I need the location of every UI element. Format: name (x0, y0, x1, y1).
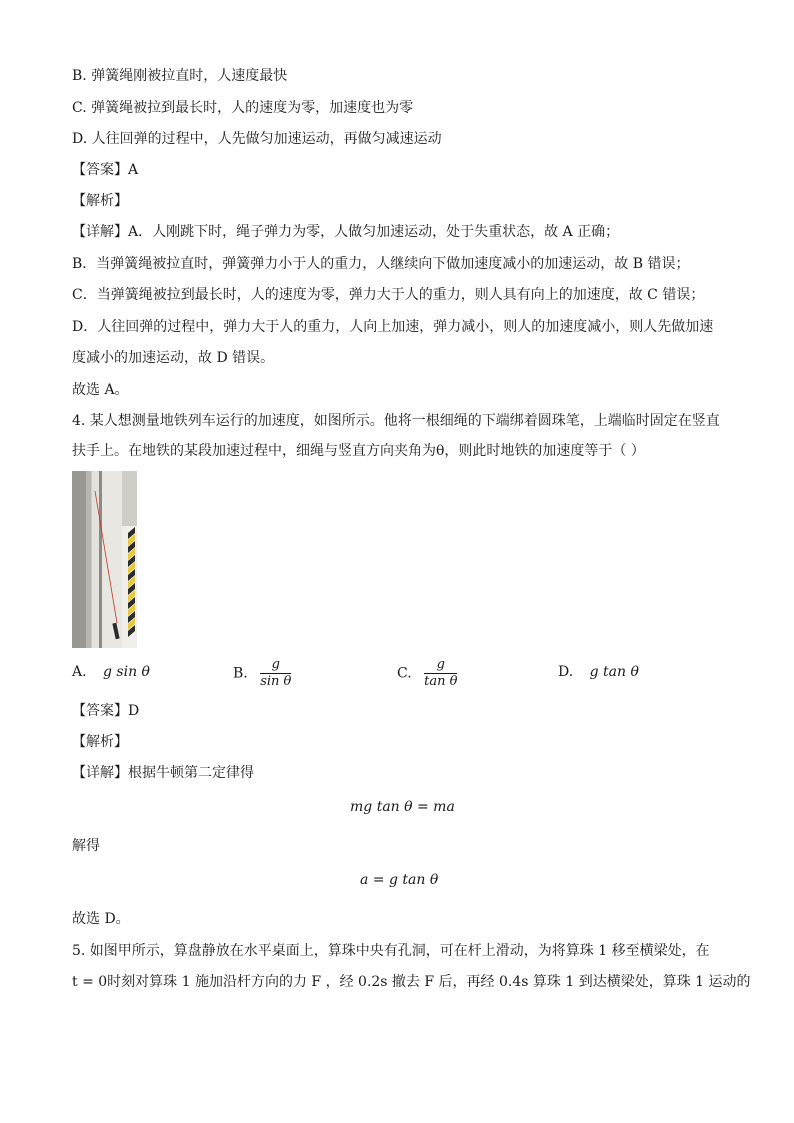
conclusion-1: 故选 A。 (72, 382, 129, 398)
option-b-fraction (260, 657, 291, 690)
option-a-expression: g sin θ (103, 664, 150, 680)
question-5-line-2: t = 0时刻对算珠 1 施加沿杆方向的力 F ，经 0.2s 撤去 F 后，再经 0.4s 算珠 1 到达横梁处，算珠 1 运动的 (72, 974, 751, 990)
detail-line-3: C．当弹簧绳被拉到最长时，人的速度为零，弹力大于人的重力，则人具有向上的加速度，故 C 错误； (72, 287, 705, 303)
option-d-expression: g tan θ (589, 664, 639, 680)
line-option-c: C. 弹簧绳被拉到最长时，人的速度为零，加速度也为零 (72, 100, 414, 116)
option-b-denominator: sin θ (260, 674, 292, 689)
option-b-label: B. (233, 665, 248, 682)
line-option-b: B. 弹簧绳刚被拉直时，人速度最快 (72, 68, 288, 84)
option-b (233, 657, 291, 690)
solve-label: 解得 (72, 838, 100, 854)
option-c-fraction (424, 657, 457, 690)
option-c-label: C. (397, 665, 412, 682)
question-4-line-1: 4. 某人想测量地铁列车运行的加速度，如图所示。他将一根细绳的下端绑着圆珠笔，上端临时固定在竖直 (72, 413, 720, 429)
conclusion-2: 故选 D。 (72, 911, 130, 927)
detail-line-1: 【详解】A．人刚跳下时，绳子弹力为零，人做匀加速运动，处于失重状态，故 A 正确； (72, 224, 620, 240)
analysis-tag-1: 【解析】 (72, 193, 128, 209)
detail-line-5: 度减小的加速运动，故 D 错误。 (72, 350, 275, 366)
answer-line-2 (72, 701, 139, 721)
analysis-tag-2: 【解析】 (72, 734, 128, 750)
question-5-line-1: 5. 如图甲所示，算盘静放在水平桌面上，算珠中央有孔洞，可在杆上滑动，为将算珠 1 移至横梁处，在 (72, 943, 710, 959)
option-a-label: A. (72, 664, 87, 680)
equation-2: a = g tan θ (360, 872, 439, 888)
option-c (397, 657, 457, 690)
option-c-numerator: g (424, 657, 457, 674)
option-d-label: D. (558, 664, 574, 680)
answer-value: D (128, 703, 140, 719)
answer-tag: 【答案】 (72, 162, 128, 178)
detail-line-6: 【详解】根据牛顿第二定律得 (72, 765, 254, 781)
detail-line-2: B．当弹簧绳被拉直时，弹簧弹力小于人的重力，人继续向下做加速度减小的加速运动，故 B 错误； (72, 256, 690, 272)
subway-photo (72, 471, 137, 648)
subway-photo-illustration (72, 471, 137, 648)
answer-line-1 (72, 160, 138, 180)
answer-value: A (128, 162, 139, 178)
option-d (558, 664, 639, 680)
question-4-line-2: 扶手上。在地铁的某段加速过程中，细绳与竖直方向夹角为θ，则此时地铁的加速度等于（ ） (72, 443, 645, 459)
option-b-numerator: g (260, 657, 291, 674)
answer-tag: 【答案】 (72, 703, 128, 719)
detail-line-4: D．人往回弹的过程中，弹力大于人的重力，人向上加速，弹力减小，则人的加速度减小，则人先做加速 (72, 319, 714, 335)
option-a (72, 664, 150, 680)
option-c-denominator: tan θ (424, 674, 458, 689)
equation-1: mg tan θ = ma (350, 799, 455, 815)
line-option-d: D. 人往回弹的过程中，人先做匀加速运动，再做匀减速运动 (72, 131, 442, 147)
